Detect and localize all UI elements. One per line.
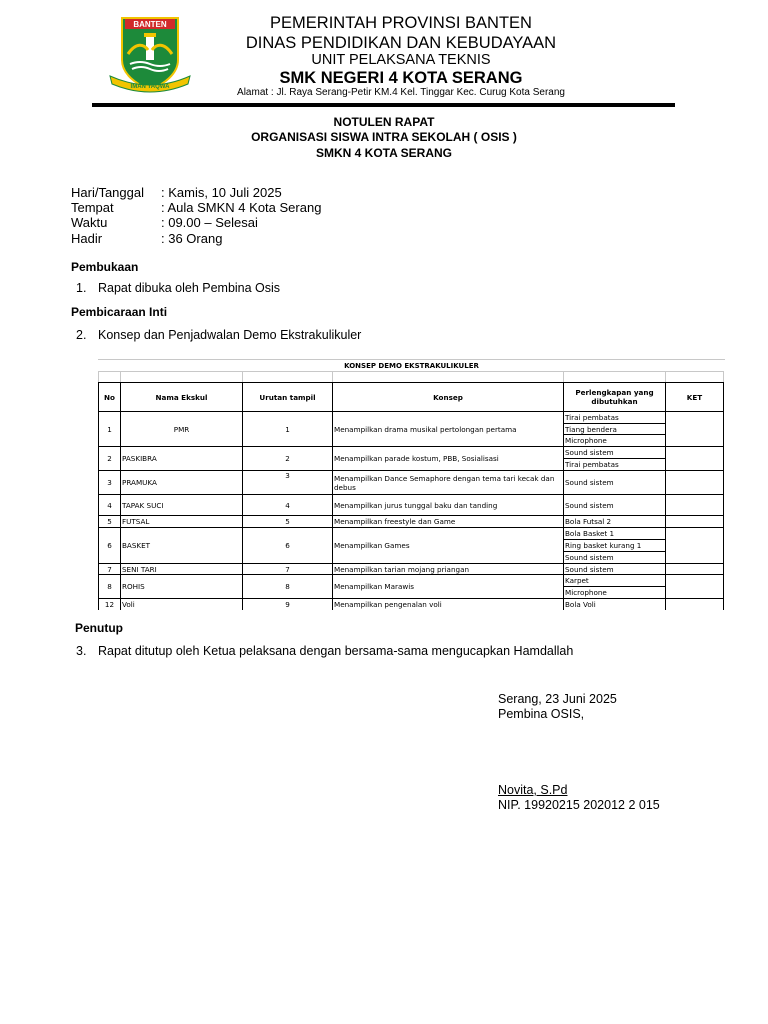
cell-order: 9 bbox=[243, 599, 333, 610]
header-unit: UNIT PELAKSANA TEKNIS bbox=[311, 52, 491, 68]
doc-subtitle-org: ORGANISASI SISWA INTRA SEKOLAH ( OSIS ) bbox=[251, 130, 517, 144]
section-main-heading: Pembicaraan Inti bbox=[71, 305, 168, 319]
cell-order: 7 bbox=[243, 564, 333, 575]
header-order: Urutan tampil bbox=[243, 383, 333, 412]
cell-equipment: Sound sistem bbox=[564, 495, 666, 516]
cell-order: 2 bbox=[243, 447, 333, 471]
header-equipment: Perlengkapan yang dibutuhkan bbox=[564, 383, 666, 412]
cell-order: 3 bbox=[243, 471, 333, 495]
item-number: 1. bbox=[76, 281, 87, 295]
cell-concept: Menampilkan parade kostum, PBB, Sosialisasi bbox=[333, 447, 564, 471]
cell-equipment: Microphone bbox=[564, 587, 666, 599]
info-label: Hari/Tanggal bbox=[71, 185, 144, 200]
header-department: DINAS PENDIDIKAN DAN KEBUDAYAAN bbox=[245, 34, 557, 52]
section-closing-heading: Penutup bbox=[75, 621, 123, 635]
header-note: KET bbox=[666, 383, 724, 412]
cell-name: PMR bbox=[121, 412, 243, 447]
info-value: : 36 Orang bbox=[161, 231, 223, 246]
cell-equipment: Microphone bbox=[564, 435, 666, 447]
cell-note bbox=[666, 471, 724, 495]
cell-order: 1 bbox=[243, 412, 333, 447]
cell-equipment: Sound sistem bbox=[564, 447, 666, 459]
doc-subtitle-school: SMKN 4 KOTA SERANG bbox=[315, 146, 452, 160]
info-label: Tempat bbox=[71, 200, 114, 215]
cell-equipment: Tirai pembatas bbox=[564, 459, 666, 471]
cell-concept: Menampilkan drama musikal pertolongan pertama bbox=[333, 412, 564, 447]
cell-no: 7 bbox=[99, 564, 121, 575]
cell-equipment: Bola Voli bbox=[564, 599, 666, 610]
header-no: No bbox=[99, 383, 121, 412]
cell-concept: Menampilkan Dance Semaphore dengan tema tari kecak dan debus bbox=[333, 471, 564, 495]
table-title: KONSEP DEMO EKSTRAKULIKULER bbox=[98, 359, 725, 372]
table-grid bbox=[98, 371, 724, 610]
section-opening-heading: Pembukaan bbox=[71, 260, 139, 274]
table-row bbox=[99, 447, 724, 459]
info-value: : 09.00 – Selesai bbox=[161, 215, 258, 230]
cell-concept: Menampilkan Games bbox=[333, 528, 564, 564]
table-row bbox=[99, 471, 724, 495]
cell-equipment: Bola Basket 1 bbox=[564, 528, 666, 540]
cell-order: 4 bbox=[243, 495, 333, 516]
cell-no: 2 bbox=[99, 447, 121, 471]
item-number: 3. bbox=[76, 644, 87, 658]
signature-place-date: Serang, 23 Juni 2025 bbox=[498, 692, 617, 706]
cell-equipment: Sound sistem bbox=[564, 552, 666, 564]
cell-name: TAPAK SUCI bbox=[121, 495, 243, 516]
cell-note bbox=[666, 412, 724, 447]
table-header-row bbox=[99, 383, 724, 412]
header-address: Alamat : Jl. Raya Serang-Petir KM.4 Kel. Tinggar Kec. Curug Kota Serang bbox=[237, 87, 565, 98]
info-label: Waktu bbox=[71, 215, 108, 230]
cell-name: FUTSAL bbox=[121, 516, 243, 528]
item-opening-text: Rapat dibuka oleh Pembina Osis bbox=[98, 281, 281, 295]
item-main-text: Konsep dan Penjadwalan Demo Ekstrakulikuler bbox=[98, 328, 362, 342]
cell-equipment: Karpet bbox=[564, 575, 666, 587]
item-number: 2. bbox=[76, 328, 87, 342]
cell-order: 8 bbox=[243, 575, 333, 599]
table-row bbox=[99, 575, 724, 587]
cell-equipment: Tiang bendera bbox=[564, 424, 666, 435]
cell-no: 4 bbox=[99, 495, 121, 516]
cell-name: Voli bbox=[121, 599, 243, 610]
table-row bbox=[99, 516, 724, 528]
cell-concept: Menampilkan jurus tunggal baku dan tanding bbox=[333, 495, 564, 516]
cell-name: PRAMUKA bbox=[121, 471, 243, 495]
table-row bbox=[99, 528, 724, 540]
cell-note bbox=[666, 575, 724, 599]
table-row bbox=[99, 564, 724, 575]
header-school: SMK NEGERI 4 KOTA SERANG bbox=[279, 69, 523, 87]
cell-no: 3 bbox=[99, 471, 121, 495]
info-label: Hadir bbox=[71, 231, 103, 246]
table-row bbox=[99, 495, 724, 516]
cell-order: 6 bbox=[243, 528, 333, 564]
info-value: : Aula SMKN 4 Kota Serang bbox=[161, 200, 322, 215]
cell-name: ROHIS bbox=[121, 575, 243, 599]
header-concept: Konsep bbox=[333, 383, 564, 412]
cell-no: 1 bbox=[99, 412, 121, 447]
cell-concept: Menampilkan Marawis bbox=[333, 575, 564, 599]
cell-concept: Menampilkan freestyle dan Game bbox=[333, 516, 564, 528]
letterhead-divider bbox=[92, 103, 675, 107]
cell-no: 5 bbox=[99, 516, 121, 528]
cell-note bbox=[666, 495, 724, 516]
cell-order: 5 bbox=[243, 516, 333, 528]
cell-equipment: Tirai pembatas bbox=[564, 412, 666, 424]
logo-top-text: BANTEN bbox=[133, 20, 167, 29]
header-government: PEMERINTAH PROVINSI BANTEN bbox=[270, 14, 532, 32]
cell-note bbox=[666, 564, 724, 575]
cell-concept: Menampilkan pengenalan voli bbox=[333, 599, 564, 610]
signature-nip: NIP. 19920215 202012 2 015 bbox=[498, 798, 660, 812]
table-spacer-row bbox=[99, 372, 724, 383]
table-row bbox=[99, 412, 724, 424]
signature-role: Pembina OSIS, bbox=[498, 707, 585, 721]
extracurricular-table bbox=[98, 359, 725, 611]
cell-no: 6 bbox=[99, 528, 121, 564]
cell-equipment: Ring basket kurang 1 bbox=[564, 540, 666, 552]
cell-note bbox=[666, 528, 724, 564]
cell-note bbox=[666, 447, 724, 471]
table-row bbox=[99, 599, 724, 610]
cell-no: 12 bbox=[99, 599, 121, 610]
signature-name: Novita, S.Pd bbox=[498, 783, 568, 797]
cell-name: PASKIBRA bbox=[121, 447, 243, 471]
cell-name: SENI TARI bbox=[121, 564, 243, 575]
cell-no: 8 bbox=[99, 575, 121, 599]
header-name: Nama Ekskul bbox=[121, 383, 243, 412]
cell-note bbox=[666, 516, 724, 528]
cell-note bbox=[666, 599, 724, 610]
cell-equipment: Sound sistem bbox=[564, 564, 666, 575]
info-value: : Kamis, 10 Juli 2025 bbox=[161, 185, 282, 200]
cell-name: BASKET bbox=[121, 528, 243, 564]
item-closing-text: Rapat ditutup oleh Ketua pelaksana dengan bersama-sama mengucapkan Hamdallah bbox=[98, 644, 574, 658]
logo-bottom-text: IMAN TAQWA bbox=[130, 84, 170, 90]
cell-equipment: Sound sistem bbox=[564, 471, 666, 495]
cell-equipment: Bola Futsal 2 bbox=[564, 516, 666, 528]
cell-concept: Menampilkan tarian mojang priangan bbox=[333, 564, 564, 575]
doc-title: NOTULEN RAPAT bbox=[333, 115, 435, 129]
